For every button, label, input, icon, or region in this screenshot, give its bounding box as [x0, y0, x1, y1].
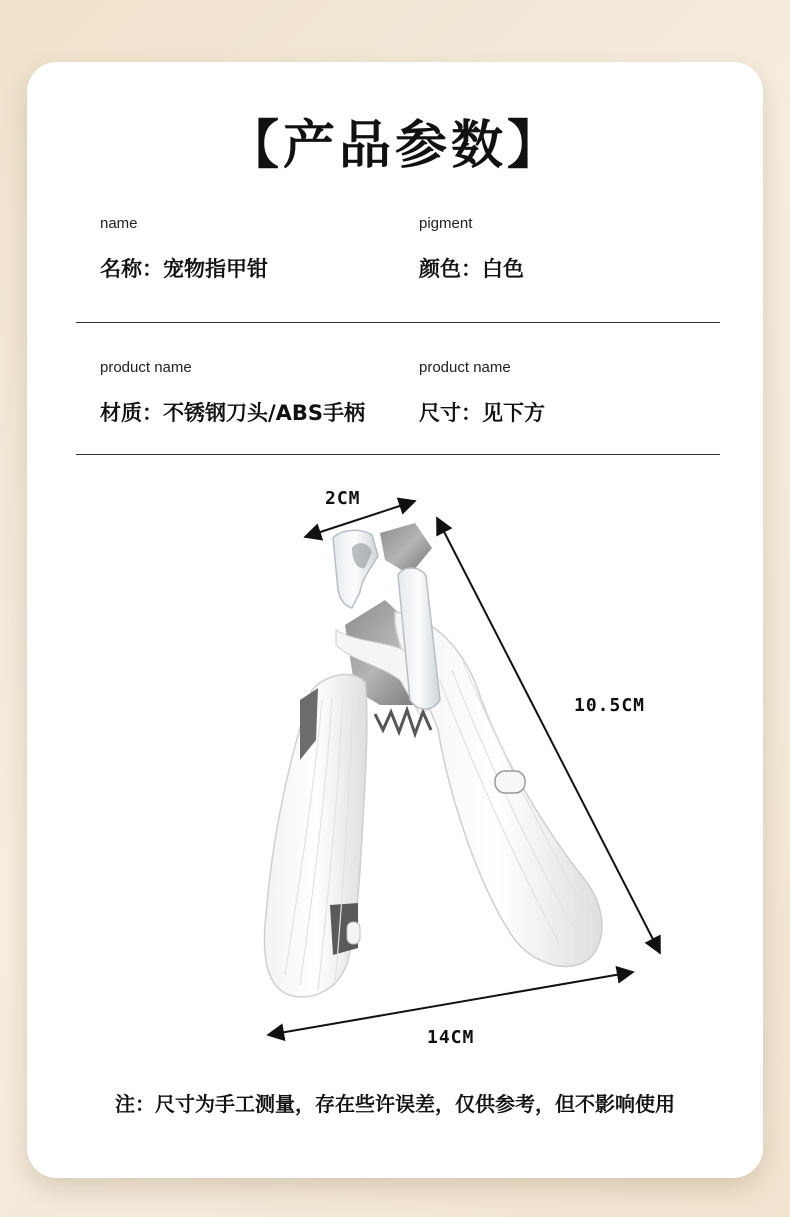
pigment-label: pigment [419, 215, 473, 232]
measurement-note: 注：尺寸为手工测量，存在些许误差，仅供参考，但不影响使用 [115, 1092, 675, 1116]
name-value: 名称：宠物指甲钳 [100, 257, 268, 281]
size-value: 尺寸：见下方 [419, 401, 545, 425]
page-title: 【产品参数】 [226, 116, 563, 176]
dimension-height: 10.5CM [574, 695, 646, 716]
pigment-value: 颜色：白色 [419, 257, 524, 281]
dimension-length: 14CM [427, 1027, 475, 1048]
dimension-top-width: 2CM [325, 488, 361, 509]
name-label: name [100, 215, 138, 232]
size-label: product name [419, 359, 511, 376]
material-value: 材质：不锈钢刀头/ABS手柄 [100, 401, 366, 425]
material-label: product name [100, 359, 192, 376]
clipper-body [264, 523, 601, 997]
